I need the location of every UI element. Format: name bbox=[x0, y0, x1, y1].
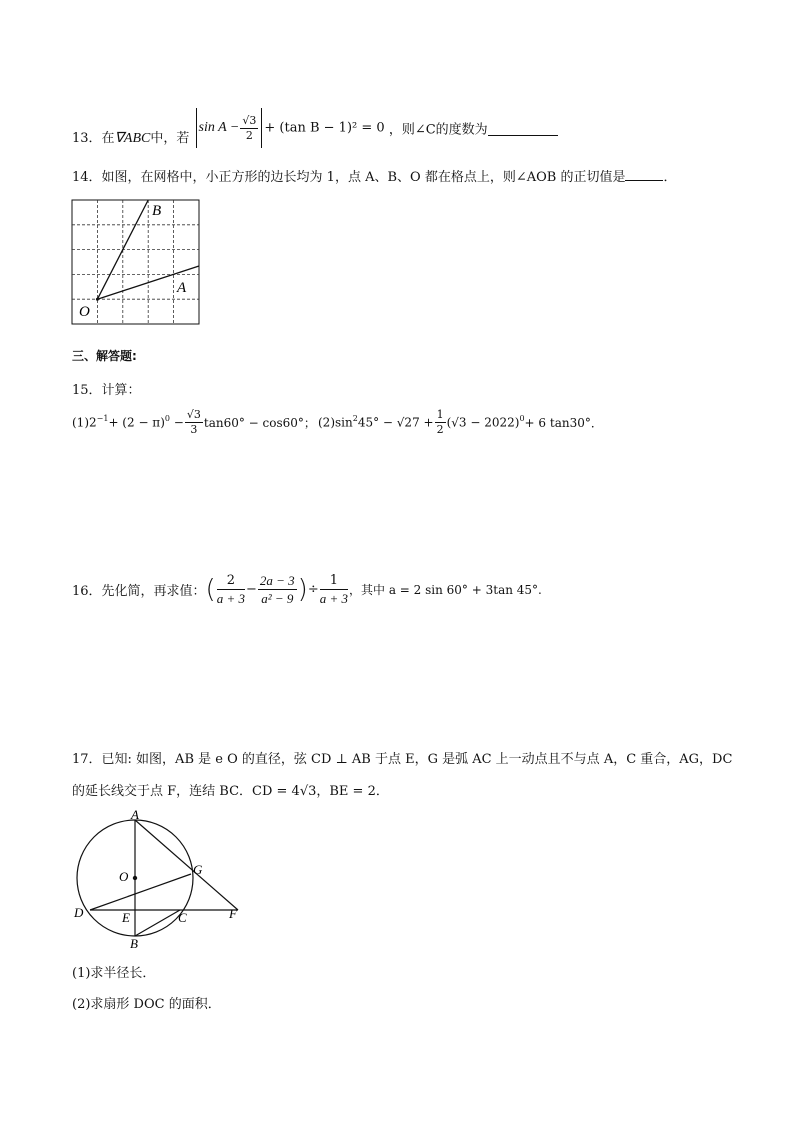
q14-grid-figure bbox=[70, 198, 202, 328]
label-B: B bbox=[130, 936, 138, 951]
label-F: F bbox=[229, 906, 237, 921]
q16-f3-den: a + 3 bbox=[319, 591, 349, 606]
q15-p2-exp0: 0 bbox=[519, 414, 525, 423]
q16-f3-num: 1 bbox=[320, 572, 348, 590]
q13-frac-den: 2 bbox=[245, 128, 253, 142]
q14-answer-blank[interactable] bbox=[625, 168, 663, 181]
q15-p1-num: √3 bbox=[186, 408, 201, 421]
q15-p2-b: 45° − √27 + bbox=[357, 415, 434, 430]
q13-tail: ，则∠C的度数为 bbox=[388, 122, 488, 138]
ray-OB bbox=[97, 200, 148, 299]
q15-p1-a: (1)2 bbox=[72, 415, 97, 430]
q15-p1-b: + (2 − π) bbox=[108, 415, 165, 430]
q16-f1-num: 2 bbox=[217, 572, 245, 590]
q13-frac-num: √3 bbox=[242, 113, 257, 127]
q15-p1-den: 3 bbox=[190, 423, 198, 436]
q16-f2-num: 2a − 3 bbox=[259, 573, 295, 588]
q15-p1-d: tan60° − cos60°； bbox=[203, 416, 316, 430]
q13-sinA: sin A − bbox=[198, 120, 240, 135]
label-G: G bbox=[193, 862, 203, 877]
q14-text: 如图，在网格中，小正方形的边长均为 1，点 A、B、O 都在格点上，则∠AOB 的正切值是 bbox=[101, 170, 626, 185]
center-O bbox=[133, 876, 137, 880]
q16-frac2 bbox=[258, 572, 297, 607]
q13-mid: + (tan B − 1)² = 0 bbox=[264, 120, 385, 136]
q15-p2-den: 2 bbox=[436, 423, 444, 436]
q15-p1-exp: −1 bbox=[96, 414, 109, 423]
q15-p2-num: 1 bbox=[436, 408, 444, 421]
q16-number: 16．先化简，再求值： bbox=[72, 584, 206, 599]
q15-p1-frac bbox=[185, 408, 203, 437]
grid-border bbox=[72, 200, 199, 324]
q17-circle-figure bbox=[70, 808, 250, 953]
q13-answer-blank[interactable] bbox=[488, 121, 558, 136]
q13-number: 13． bbox=[72, 130, 102, 146]
q13-text1: 在 bbox=[101, 130, 115, 146]
q16-f2-den: a² − 9 bbox=[261, 591, 294, 606]
q17-line1: 17．已知: 如图，AB 是 e O 的直径，弦 CD ⊥ AB 于点 E，G 是弧 AC 上一动点且不与点 A，C 重合，AG，DC bbox=[72, 752, 733, 767]
question-16 bbox=[72, 572, 542, 607]
section-title: 三、解答题: bbox=[72, 349, 137, 363]
q13-text2: 中，若 bbox=[150, 130, 190, 146]
q16-div: ÷ bbox=[307, 582, 319, 597]
label-D: D bbox=[74, 905, 84, 920]
label-O: O bbox=[79, 304, 90, 320]
q16-tail: ，其中 a = 2 sin 60° + 3tan 45°. bbox=[349, 583, 542, 597]
q15-p2-c: (√3 − 2022) bbox=[446, 415, 520, 430]
q15-part1 bbox=[72, 408, 316, 437]
label-C: C bbox=[178, 910, 187, 925]
grid-lines bbox=[72, 200, 199, 324]
q16-frac3 bbox=[320, 572, 348, 607]
line-AF bbox=[135, 820, 238, 910]
q14-end: ． bbox=[663, 170, 677, 185]
q15-p2-d: + 6 tan30°． bbox=[524, 416, 603, 430]
label-O: O bbox=[119, 869, 129, 884]
label-B: B bbox=[152, 203, 162, 219]
question-13 bbox=[72, 108, 558, 148]
q15-part2 bbox=[318, 408, 603, 437]
q16-paren-open: ( bbox=[205, 574, 216, 605]
line-DG bbox=[90, 874, 191, 910]
question-15: 15．计算： bbox=[72, 383, 141, 398]
point-O bbox=[96, 298, 99, 301]
q17-sub2: (2)求扇形 DOC 的面积． bbox=[72, 997, 221, 1012]
q16-f1-den: a + 3 bbox=[216, 591, 245, 606]
abs-bar-right bbox=[261, 108, 262, 148]
q16-frac1 bbox=[217, 572, 245, 607]
q16-paren-close: ) bbox=[297, 574, 308, 605]
q16-minus: − bbox=[245, 582, 257, 597]
q15-p1-exp0: 0 bbox=[164, 414, 170, 423]
abs-bar-left bbox=[196, 108, 197, 148]
q13-triangle: ∇ABC bbox=[114, 130, 151, 146]
q15-p2-a: (2)sin bbox=[318, 415, 353, 430]
label-E: E bbox=[122, 910, 130, 925]
q17-sub1: (1)求半径长． bbox=[72, 966, 156, 981]
q15-p2-exp: 2 bbox=[352, 414, 358, 423]
label-A: A bbox=[177, 280, 187, 296]
q17-line2: 的延长线交于点 F，连结 BC．CD = 4√3，BE = 2． bbox=[72, 784, 389, 799]
q14-number: 14． bbox=[72, 170, 102, 185]
q15-p2-frac bbox=[435, 408, 446, 437]
label-A: A bbox=[131, 808, 139, 822]
question-14 bbox=[72, 166, 676, 185]
q15-p1-c: − bbox=[173, 415, 184, 430]
q13-fraction bbox=[240, 114, 258, 143]
